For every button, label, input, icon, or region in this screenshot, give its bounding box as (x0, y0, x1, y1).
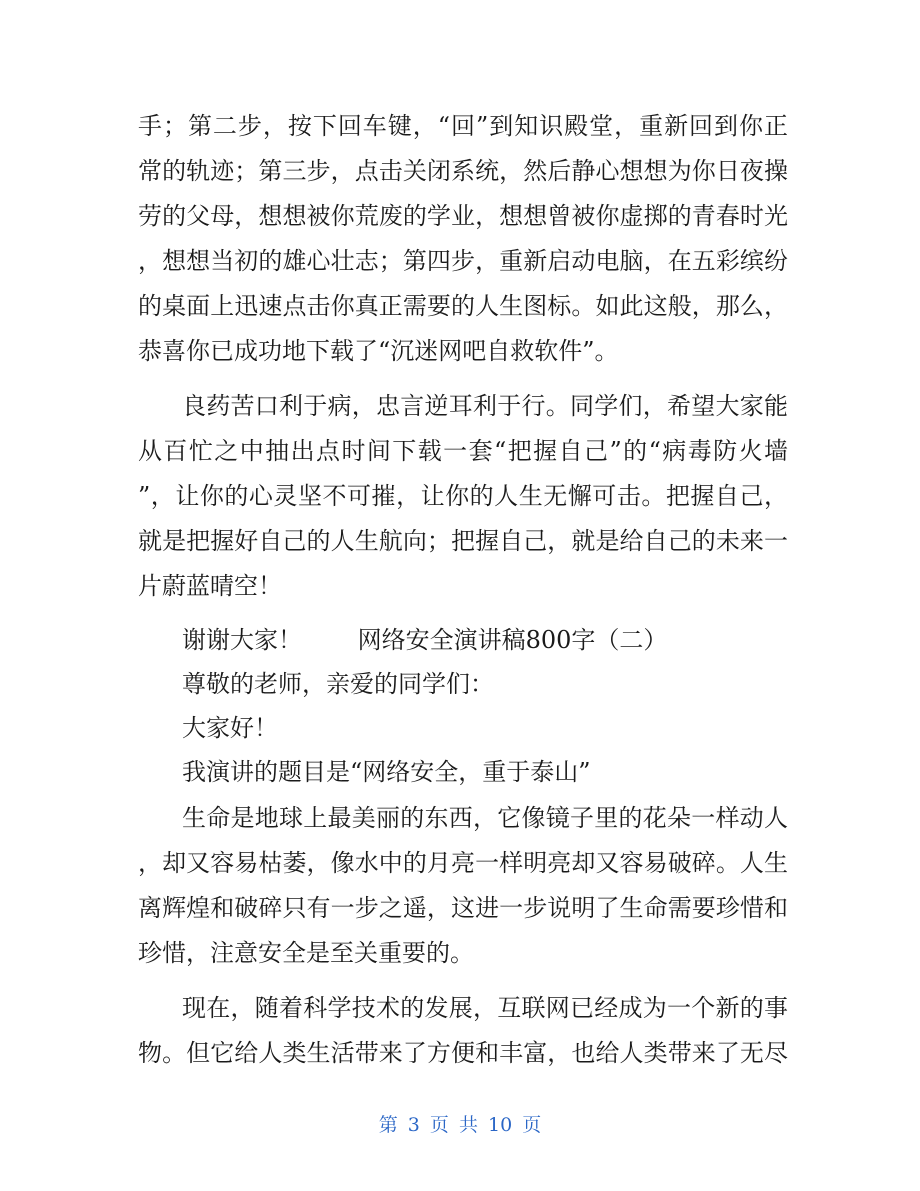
footer-ye: 页 (429, 1114, 449, 1136)
greeting: 大家好！ (182, 714, 278, 742)
footer-ye2: 页 (522, 1114, 542, 1136)
text-line: 片蔚蓝晴空！ (138, 572, 282, 600)
text-line: ”，让你的心灵坚不可摧，让你的人生无懈可击。把握自己， (138, 482, 788, 510)
text-line: 的桌面上迅速点击你真正需要的人生图标。如此这般，那么， (138, 292, 788, 320)
text-line: 物。但它给人类生活带来了方便和丰富，也给人类带来了无尽 (138, 1039, 788, 1067)
footer-gong: 共 (458, 1114, 478, 1136)
footer-page-number: 3 (407, 1114, 420, 1136)
section-heading-line: 谢谢大家！ 网络安全演讲稿800字（二） (182, 626, 668, 654)
salutation: 尊敬的老师，亲爱的同学们： (182, 670, 494, 698)
text-line: 珍惜，注意安全是至关重要的。 (138, 939, 474, 967)
text-line: 常的轨迹；第三步，点击关闭系统，然后静心想想为你日夜操 (138, 157, 788, 185)
footer-di: 第 (378, 1114, 398, 1136)
speech-title-line: 我演讲的题目是“网络安全，重于泰山” (182, 758, 591, 786)
page-footer (0, 1110, 920, 1140)
text-line: 劳的父母，想想被你荒废的学业，想想曾被你虚掷的青春时光 (138, 202, 788, 230)
text-line: ，想想当初的雄心壮志；第四步，重新启动电脑，在五彩缤纷 (138, 247, 788, 275)
text-line: 手；第二步，按下回车键，“回”到知识殿堂，重新回到你正 (138, 112, 788, 140)
text-line: 恭喜你已成功地下载了“沉迷网吧自救软件”。 (138, 337, 619, 365)
paragraph-first-line: 生命是地球上最美丽的东西，它像镜子里的花朵一样动人 (182, 804, 788, 832)
text-line: 就是把握好自己的人生航向；把握自己，就是给自己的未来一 (138, 527, 788, 555)
text-line: ，却又容易枯萎，像水中的月亮一样明亮却又容易破碎。人生 (138, 849, 788, 877)
text-line: 从百忙之中抽出点时间下载一套“把握自己”的“病毒防火墙 (138, 437, 788, 465)
paragraph-first-line: 现在，随着科学技术的发展，互联网已经成为一个新的事 (182, 994, 788, 1022)
text-line: 离辉煌和破碎只有一步之遥，这进一步说明了生命需要珍惜和 (138, 894, 788, 922)
footer-total-pages: 10 (488, 1114, 513, 1136)
paragraph-first-line: 良药苦口利于病，忠言逆耳利于行。同学们，希望大家能 (182, 392, 788, 420)
